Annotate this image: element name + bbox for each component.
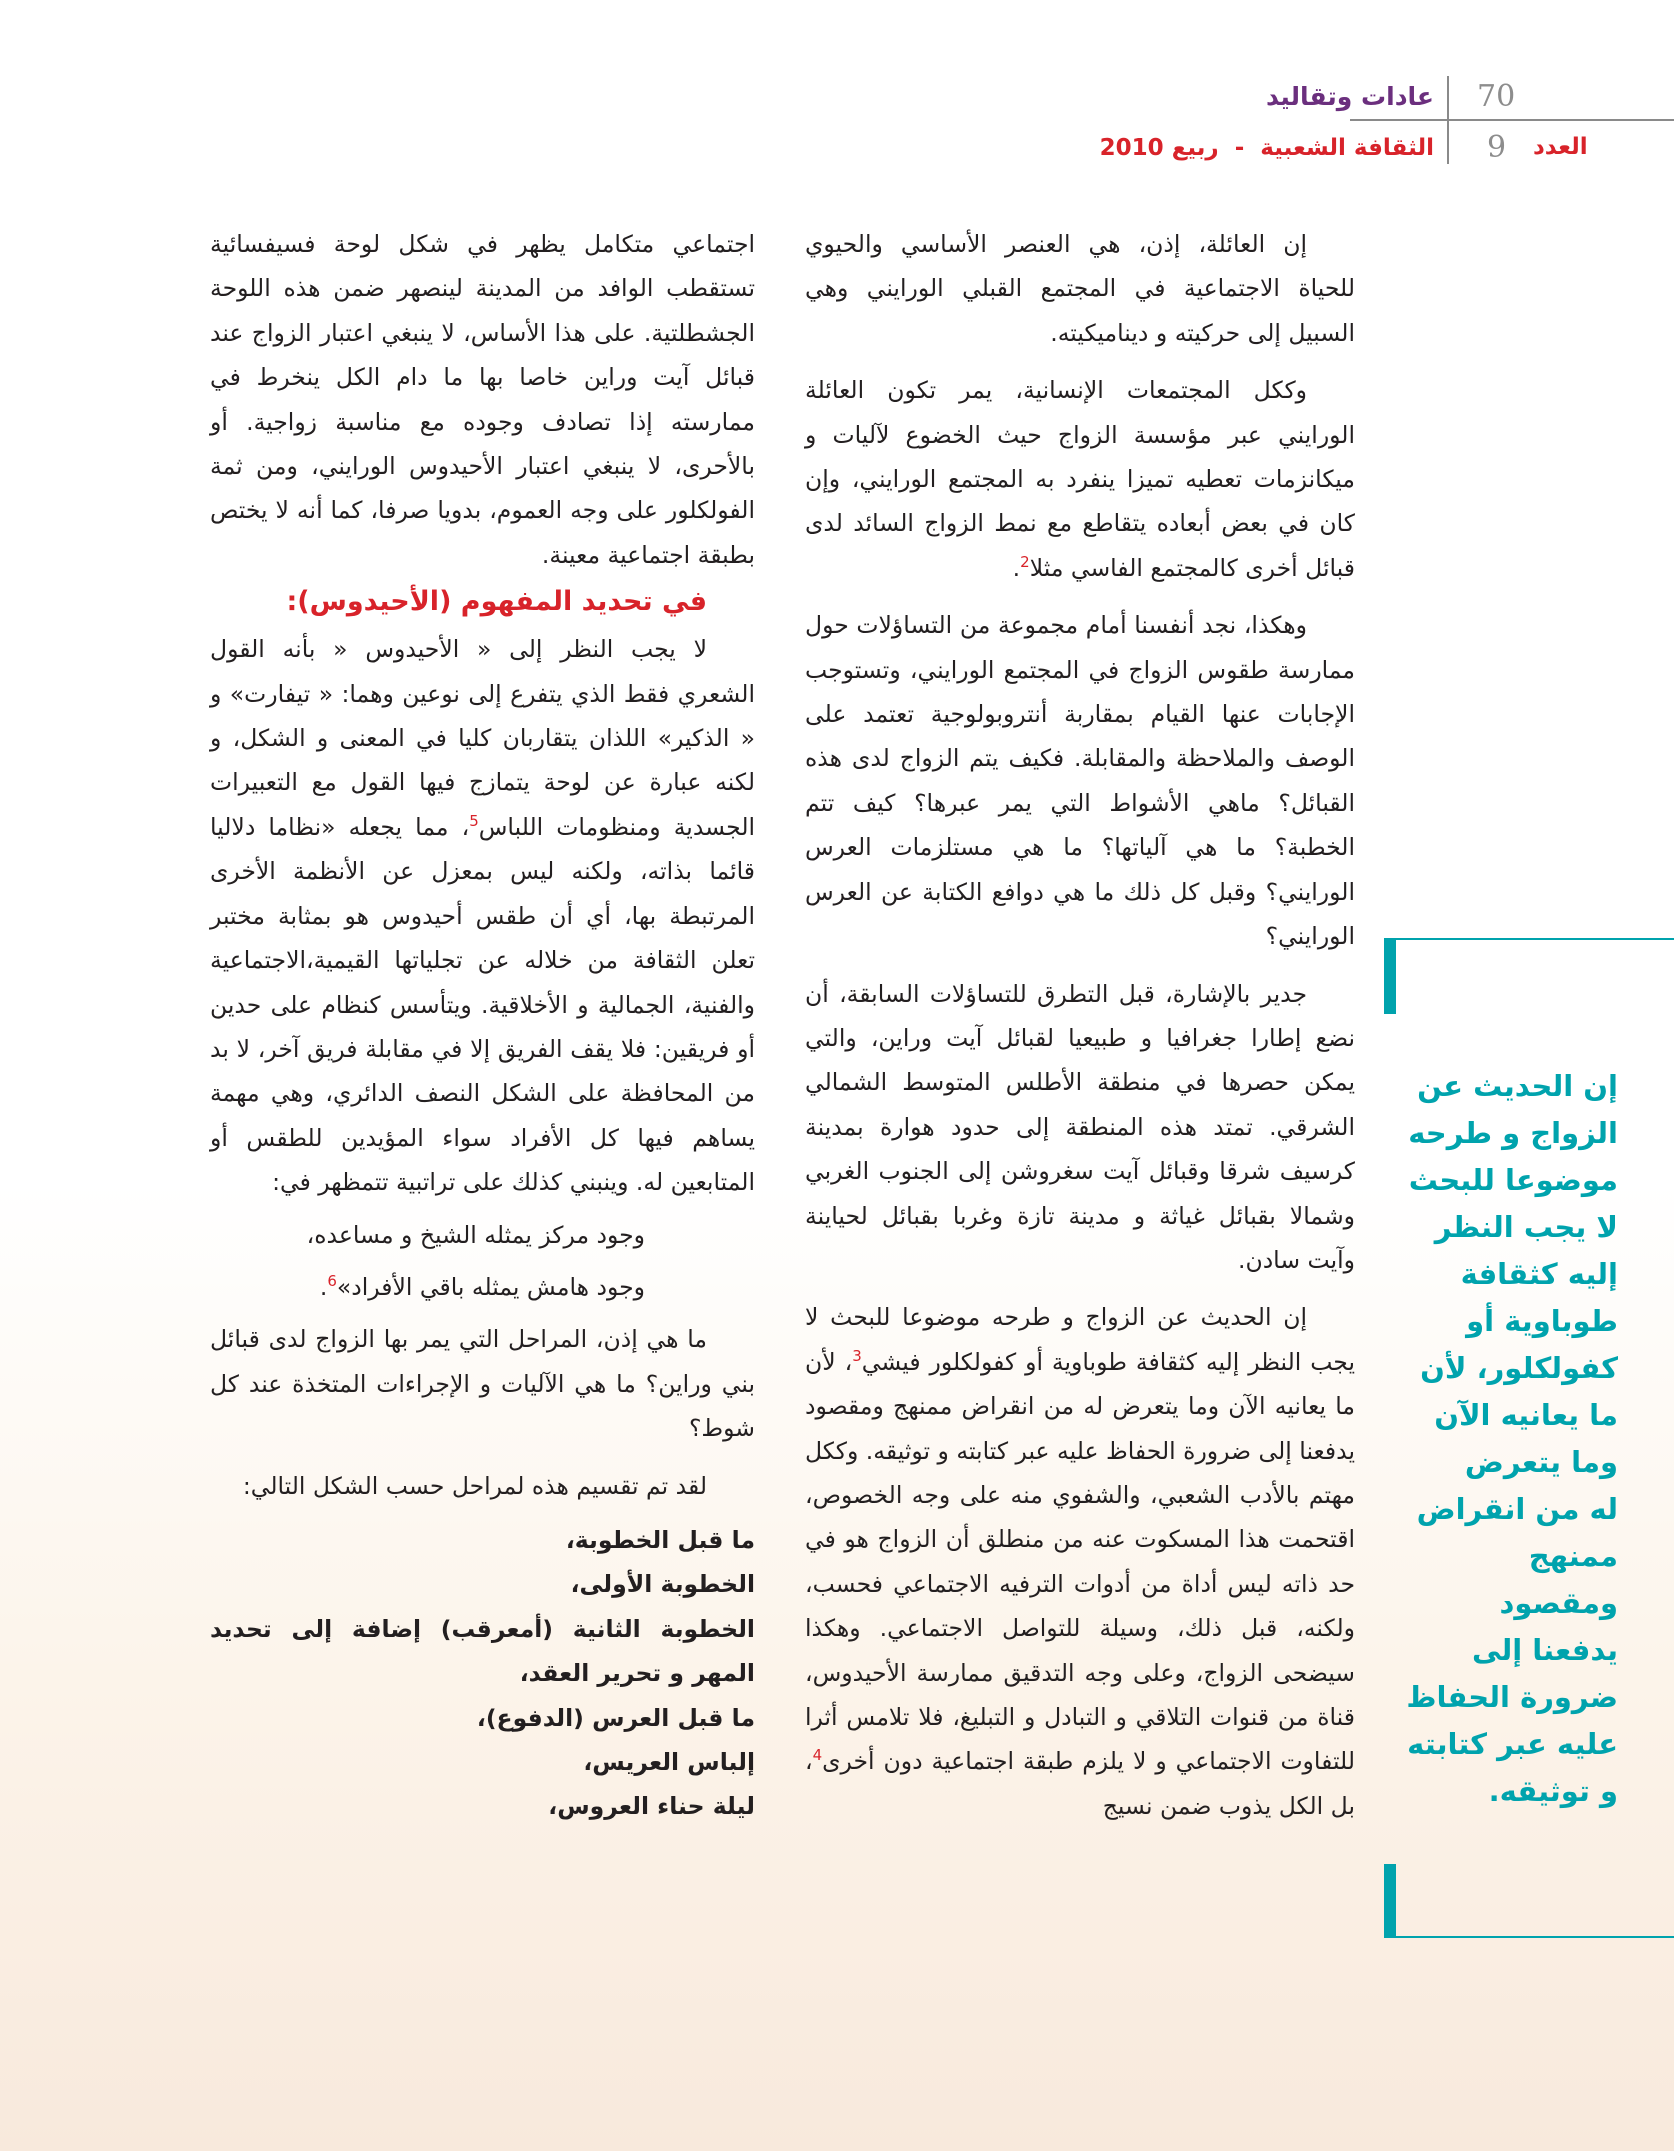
paragraph-text-end: ، بل الكل يذوب ضمن نسيج — [805, 1747, 1355, 1820]
section-title: عادات وتقاليد — [1265, 82, 1434, 111]
stage-item: إلباس العريس، — [583, 1748, 755, 1776]
pull-quote-line: طوباوية أو — [1466, 1304, 1618, 1338]
pull-quote-top-rule — [1384, 938, 1674, 940]
paragraph-text: لا يجب النظر إلى « الأحيدوس « بأنه القول الشعري فقط الذي يتفرع إلى نوعين وهما: « تيفارت» و « الذكير» اللذان يتقاربان كليا في المعنى و الشكل، و لكنه عبارة عن لوحة يتمازج فيها القول مع التعبيرات الجسدية ومنظومات اللباس — [210, 635, 756, 841]
paragraph-stages-intro: لقد تم تقسيم هذه لمراحل حسب الشكل التالي: — [242, 1471, 707, 1500]
pull-quote-line: له من انقراض — [1416, 1492, 1618, 1526]
list-item-margin — [210, 1265, 755, 1309]
paragraph-geography: جدير بالإشارة، قبل التطرق للتساؤلات السابقة، أن نضع إطارا جغرافيا و طبيعيا لقبائل آيت وراين، والتي يمكن حصرها في منطقة الأطلس المتوسط الشمالي الشرقي. تمتد هذه المنطقة إلى حدود هوارة بمدينة كرسيف شرقا وقبائل آيت سغروشن إلى الجنوب الغربي وشمالا بقبائل غياثة و مدينة تازة وغربا بقبائل لحياينة وآيت سادن. — [805, 979, 1355, 1274]
stage-item: ليلة حناء العروس، — [548, 1792, 755, 1821]
header-top-rule — [1350, 119, 1674, 121]
header-separator: - — [1234, 135, 1245, 161]
magazine-name: الثقافة الشعبية — [1260, 135, 1434, 161]
footnote-marker: 4 — [812, 1746, 823, 1765]
right-column — [805, 222, 1355, 1828]
paragraph-stages-question: ما هي إذن، المراحل التي يمر بها الزواج لدى قبائل بني وراين؟ ما هي الآليات و الإجراءات المتخذة عند كل شوط؟ — [210, 1325, 755, 1443]
pull-quote-line: ضرورة الحفاظ — [1406, 1680, 1618, 1714]
magazine-title — [1100, 135, 1434, 161]
paragraph-text-cont: ، لأن ما يعانيه الآن وما يتعرض له من انقراض ممنهج ومقصود يدفعنا إلى ضرورة الحفاظ عليه عبر كتابته و توثيقه. وككل مهتم بالأدب الشعبي، والشفوي منه على وجه الخصوص، اقتحمت هذا المسكوت عنه من منطلق أن الزواج هو في حد ذاته ليس أداة من أدوات الترفيه الاجتماعي فحسب، ولكنه، قبل ذلك، وسيلة للتواصل الاجتماعي. وهكذا سيضحى الزواج، وعلى وجه التدقيق ممارسة الأحيدوس، قناة من قنوات التلاقي و التبادل و التبليغ، فلا تلامس أثرا للتفاوت الاجتماعي و لا يلزم طبقة اجتماعية دون أخرى — [805, 1347, 1355, 1776]
paragraph-text: وككل المجتمعات الإنسانية، يمر تكون العائلة الورايني عبر مؤسسة الزواج حيث الخضوع لآليات و ميكانزمات تعطيه تميزا ينفرد به المجتمع الورايني، وإن كان في بعض أبعاده يتقاطع مع نمط الزواج السائد لدى قبائل أخرى كالمجتمع الفاسي مثلا — [805, 376, 1355, 582]
paragraph-text-end: . — [1012, 553, 1021, 582]
paragraph-continuation: اجتماعي متكامل يظهر في شكل لوحة فسيفسائية تستقطب الوافد من المدينة لينصهر ضمن هذه اللوحة الجشطلتية. على هذا الأساس، لا ينبغي اعتبار الزواج عند قبائل آيت وراين خاصا بها ما دام الكل ينخرط في ممارسته إذا تصادف وجوده مع مناسبة زواجية. أو بالأحرى، لا ينبغي اعتبار الأحيدوس الورايني، ومن ثمة الفولكلور على وجه العموم، بدويا صرفا، كما أنه لا يختص بطبقة اجتماعية معينة. — [210, 230, 755, 569]
list-item-center: وجود مركز يمثله الشيخ و مساعده، — [306, 1220, 645, 1249]
pull-quote-line: موضوعا للبحث — [1408, 1163, 1618, 1197]
pull-quote-top-bar — [1384, 938, 1396, 1014]
header-vertical-rule — [1447, 76, 1449, 164]
footnote-marker: 2 — [1020, 552, 1030, 571]
issue-label: العدد — [1533, 134, 1588, 160]
section-subheading: في تحديد المفهوم (الأحيدوس): — [286, 586, 707, 618]
stage-item: ما قبل العرس (الدفوع)، — [476, 1703, 755, 1732]
footnote-marker: 6 — [327, 1271, 337, 1290]
pull-quote-line: الزواج و طرحه — [1408, 1116, 1618, 1150]
stages-list — [210, 1518, 755, 1829]
pull-quote-line: لا يجب النظر — [1434, 1210, 1618, 1244]
paragraph-marriage-institution — [805, 368, 1355, 590]
footnote-marker: 5 — [469, 811, 479, 830]
pull-quote-line: إليه كثقافة — [1460, 1257, 1618, 1291]
page-number: 70 — [1477, 79, 1516, 114]
pull-quote-line: عليه عبر كتابته — [1407, 1727, 1618, 1761]
pull-quote-line: وما يتعرض — [1464, 1445, 1618, 1479]
left-column — [210, 222, 755, 1829]
paragraph-text: إن الحديث عن الزواج و طرحه موضوعا للبحث لا يجب النظر إليه كثقافة طوباوية أو كفولكلور فيشي — [805, 1303, 1356, 1376]
list-item-text: وجود هامش يمثله باقي الأفراد» — [336, 1272, 645, 1301]
paragraph-ahidous-definition — [210, 627, 755, 1204]
issue-number: 9 — [1487, 130, 1507, 165]
pull-quote-line: ما يعانيه الآن — [1434, 1398, 1618, 1432]
list-item-end: . — [319, 1272, 328, 1301]
pull-quote — [1380, 1063, 1618, 1815]
pull-quote-line: و توثيقه. — [1488, 1774, 1618, 1808]
stage-item: ما قبل الخطوبة، — [565, 1525, 755, 1554]
issue-season: ربيع 2010 — [1099, 135, 1219, 161]
paragraph-folklore — [805, 1295, 1355, 1828]
stage-item: الخطوبة الأولى، — [570, 1570, 755, 1599]
pull-quote-line: إن الحديث عن — [1417, 1069, 1618, 1103]
pull-quote-line: كفولكلور، لأن — [1420, 1351, 1618, 1385]
pull-quote-line: ومقصود — [1499, 1586, 1618, 1620]
pull-quote-line: ممنهج — [1528, 1539, 1618, 1573]
paragraph-family: إن العائلة، إذن، هي العنصر الأساسي والحيوي للحياة الاجتماعية في المجتمع القبلي الورايني وهي السبيل إلى حركيته و ديناميكيته. — [805, 230, 1355, 347]
footnote-marker: 3 — [852, 1346, 862, 1365]
paragraph-questions: وهكذا، نجد أنفسنا أمام مجموعة من التساؤلات حول ممارسة طقوس الزواج في المجتمع الورايني، وتستوجب الإجابات عنها القيام بمقاربة أنتروبولوجية تعتمد على الوصف والملاحظة والمقابلة. فكيف يتم الزواج لدى هذه القبائل؟ ماهي الأشواط التي يمر عبرها؟ كيف تتم الخطبة؟ ما هي آلياتها؟ ما هي مستلزمات العرس الورايني؟ وقبل كل ذلك ما هي دوافع الكتابة عن العرس الورايني؟ — [805, 611, 1355, 951]
pull-quote-line: يدفعنا إلى — [1472, 1633, 1618, 1667]
paragraph-text-end: ، مما يجعله «نظاما دلاليا قائما بذاته، ولكنه ليس بمعزل عن الأنظمة الأخرى المرتبطة بها، أي أن طقس أحيدوس هو بمثابة مختبر تعلن الثقافة من خلاله عن تجلياتها القيمية،الاجتماعية والفنية، الجمالية و الأخلاقية. ويتأسس كنظام على حدين أو فريقين: فلا يقف الفريق إلا في مقابلة فريق آخر، لا بد من المحافظة على الشكل النصف الدائري، وهي مهمة يساهم فيها كل الأفراد سواء المؤيدين للطقس أو المتابعين له. وينبني كذلك على تراتبية تتمظهر في: — [210, 812, 755, 1197]
stage-item: الخطوبة الثانية (أمعرقب) إضافة إلى تحديد المهر و تحرير العقد، — [210, 1614, 755, 1688]
pull-quote-bottom-bar — [1384, 1864, 1396, 1938]
pull-quote-bottom-rule — [1384, 1936, 1674, 1938]
